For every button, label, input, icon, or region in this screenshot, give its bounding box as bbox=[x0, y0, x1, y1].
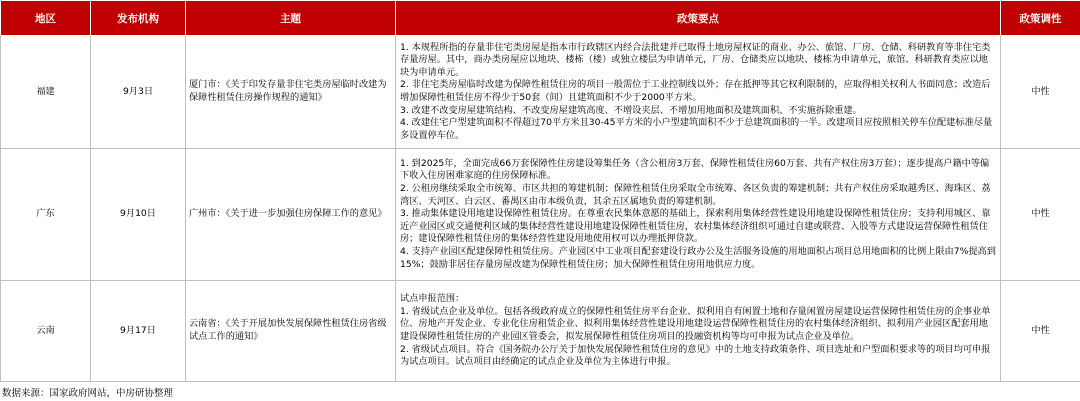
tone-cell: 中性 bbox=[1001, 149, 1080, 281]
header-topic: 主题 bbox=[186, 1, 396, 36]
tone-cell: 中性 bbox=[1001, 36, 1080, 149]
policy-point: 3. 改建不改变房屋建筑结构、不改变房屋建筑高度、不增设夹层、不增加用地面积及建筑面积、不实施拆除重建。 bbox=[400, 104, 862, 116]
header-region: 地区 bbox=[1, 1, 91, 36]
policy-point: 4. 支持产业园区配建保障性租赁住房。产业园区中工业项目配套建设行政办公及生活服务设施的用地面积占项目总用地面积的比例上限由7%提高到15%；鼓励非居住存量房屋改建为保障性租赁住房；加大保障性租赁住房用地供应力度。 bbox=[400, 245, 996, 270]
date-cell: 9月10日 bbox=[91, 149, 186, 281]
tone-cell: 中性 bbox=[1001, 281, 1080, 382]
policy-points-cell bbox=[396, 281, 1001, 382]
policy-point: 2. 省级试点项目。符合《国务院办公厅关于加快发展保障性租赁住房的意见》中的土地支持政策条件、项目选址和户型面积要求等的项目均可申报为试点项目。试点项目由经确定的试点企业及单位为主体进行申报。 bbox=[400, 343, 991, 368]
topic-cell: 厦门市：《关于印发存量非住宅类房屋临时改建为保障性租赁住房操作规程的通知》 bbox=[186, 36, 396, 149]
region-cell: 云南 bbox=[1, 281, 91, 382]
table-row bbox=[1, 149, 1080, 281]
date-cell: 9月17日 bbox=[91, 281, 186, 382]
data-source-note: 数据来源：国家政府网站，中房研协整理 bbox=[2, 388, 174, 399]
header-policy-points: 政策要点 bbox=[396, 1, 1001, 36]
header-publisher: 发布机构 bbox=[91, 1, 186, 36]
policy-points-cell bbox=[396, 36, 1001, 149]
policy-point: 2. 非住宅类房屋临时改建为保障性租赁住房的项目一般需位于工业控制线以外；存在抵押等其它权利限制的，应取得相关权利人书面同意；改造后增加保障性租赁住房不得少于50套（间）且建筑面积不少于2000平方米。 bbox=[400, 79, 991, 103]
table-header-row bbox=[1, 1, 1080, 36]
topic-cell: 云南省：《关于开展加快发展保障性租赁住房省级试点工作的通知》 bbox=[186, 281, 396, 382]
policy-point: 4. 改建住宅户型建筑面积不得超过70平方米且30-45平方米的小户型建筑面积不少于总建筑面积的一半。改建项目应按照相关停车位配建标准尽量多设置停车位。 bbox=[400, 117, 993, 141]
table-row bbox=[1, 281, 1080, 382]
region-cell: 广东 bbox=[1, 149, 91, 281]
header-policy-tone: 政策调性 bbox=[1001, 1, 1080, 36]
policy-point: 1. 本规程所指的存量非住宅类房屋是指本市行政辖区内经合法批建并已取得土地房屋权证的商业、办公、旅馆、厂房、仓储、科研教育等非住宅类存量房屋。其中，商办类房屋应以地块、楼栋（楼）或独立楼层为申请单元，厂房、仓储类应以地块、楼栋为申请单元，旅馆、科研教育类应以地块为申请单元。 bbox=[400, 41, 991, 78]
table-row bbox=[1, 36, 1080, 149]
date-cell: 9月3日 bbox=[91, 36, 186, 149]
policy-point: 3. 推动集体建设用地建设保障性租赁住房。在尊重农民集体意愿的基础上，探索利用集体经营性建设用地建设保障性租赁住房；支持利用城区、靠近产业园区或交通便利区域的集体经营性建设用地建设保障性租赁住房，农村集体经济组织可通过自建或联营、入股等方式建设运营保障性租赁住房；建设保障性租赁住房的集体经营性建设用地使用权可以办理抵押贷款。 bbox=[400, 208, 991, 245]
policy-point: 1. 到2025年，全面完成66万套保障性住房建设筹集任务（含公租房3万套、保障性租赁住房60万套、共有产权住房3万套）；逐步提高户籍中等偏下收入住房困难家庭的住房保障标准。 bbox=[400, 157, 990, 182]
region-cell: 福建 bbox=[1, 36, 91, 149]
policy-point: 1. 省级试点企业及单位。包括各级政府成立的保障性租赁住房平台企业、拟利用自有闲置土地和存量闲置房屋建设运营保障性租赁住房的企事业单位、房地产开发企业、专业化住房租赁企业、拟利用集体经营性建设用地建设运营保障性租赁住房的农村集体经济组织、拟利用产业园区配套用地建设保障性租赁住房的产业园区管委会，拟发展保障性租赁住房项目的投融资机构等均可申报为试点企业及单位。 bbox=[400, 305, 991, 342]
topic-cell: 广州市：《关于进一步加强住房保障工作的意见》 bbox=[186, 149, 396, 281]
policy-point: 2. 公租房继续采取全市统筹、市区共担的筹建机制；保障性租赁住房采取全市统筹、各区负责的筹建机制；共有产权住房采取越秀区、海珠区、荔湾区、天河区、白云区、番禺区由市本级负责，其余五区属地负责的筹建机制。 bbox=[400, 183, 991, 207]
policy-point: 试点申报范围： bbox=[400, 293, 465, 305]
policy-points-cell bbox=[396, 149, 1001, 281]
